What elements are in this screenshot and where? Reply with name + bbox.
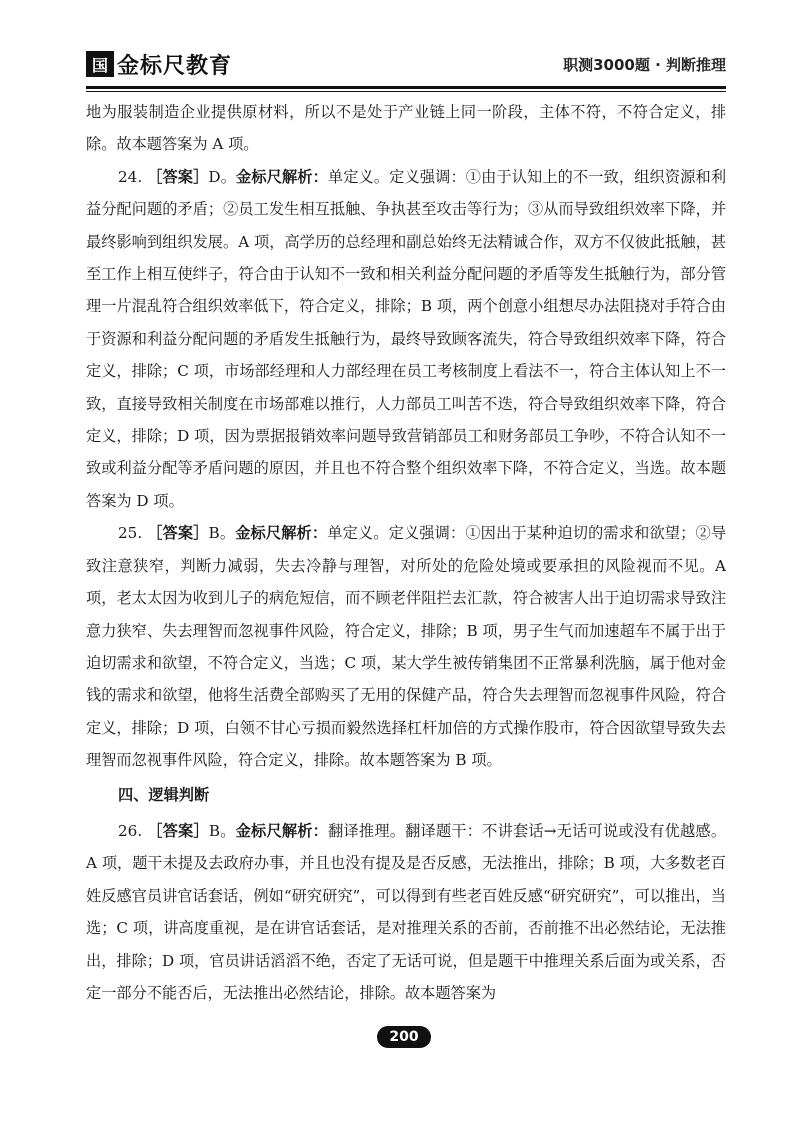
question-25-explanation <box>86 517 726 776</box>
brand-logo <box>86 48 232 80</box>
analysis-label: 金标尺解析： <box>235 524 328 543</box>
question-number: 25. <box>118 524 148 543</box>
analysis-label: 金标尺解析： <box>235 821 329 840</box>
analysis-text: 单定义。定义强调：①因出于某种迫切的需求和欲望；②导致注意狭窄，判断力减弱，失去冷静与理智，对所处的危险处境或要承担的风险视而不见。A 项，老太太因为收到儿子的病危短信，而不顾老伴阻拦去汇款，符合被害人出于迫切需求导致注意力狭窄、失去理智而忽视事件风险，符合定义，排除；B 项，男子生气而加速超车不属于出于迫切需求和欲望，不符合定义，当选；C 项，某大学生被传销集团不正常暴利洗脑，属于他对金钱的需求和欲望，他将生活费全部购买了无用的保健产品，符合失去理智而忽视事件风险，符合定义，排除；D 项，白领不甘心亏损而毅然选择杠杆加倍的方式操作股市，符合因欲望导致失去理智而忽视事件风险，符合定义，排除。故本题答案为 B 项。 <box>86 524 727 770</box>
answer-label: ［答案］ <box>147 821 209 840</box>
header-rule-thin <box>86 91 726 92</box>
page-content <box>86 96 726 1009</box>
answer-label: ［答案］ <box>147 524 209 543</box>
analysis-text: 单定义。定义强调：①由于认知上的不一致，组织资源和利益分配问题的矛盾；②员工发生相互抵触、争执甚至攻击等行为；③从而导致组织效率下降，并最终影响到组织发展。A 项，高学历的总经理和副总始终无法精诚合作，双方不仅彼此抵触，甚至工作上相互使绊子，符合由于认知不一致和相关利益分配问题的矛盾等发生抵触行为，部分管理一片混乱符合组织效率低下，符合定义，排除；B 项，两个创意小组想尽办法阻挠对手符合由于资源和利益分配问题的矛盾发生抵触行为，最终导致顾客流失，符合导致组织效率下降，符合定义，排除；C 项，市场部经理和人力部经理在员工考核制度上看法不一，符合主体认知上不一致，直接导致相关制度在市场部难以推行，人力部员工叫苦不迭，符合导致组织效率下降，符合定义，排除；D 项，因为票据报销效率问题导致营销部员工和财务部员工争吵，不符合认知不一致或利益分配等矛盾问题的原因，并且也不符合整个组织效率下降，不符合定义，当选。故本题答案为 D 项。 <box>86 167 727 510</box>
question-26-explanation <box>86 815 726 1009</box>
question-number: 26. <box>118 821 148 840</box>
logo-mark-icon: 国 <box>86 51 114 77</box>
answer-value: B。 <box>208 821 236 840</box>
question-24-explanation <box>86 161 726 517</box>
header-rule <box>86 86 726 89</box>
analysis-text: 翻译推理。翻译题干：不讲套话→无话可说或没有优越感。A 项，题干未提及去政府办事，并且也没有提及是否反感，无法推出，排除；B 项，大多数老百姓反感官员讲官话套话，例如“研究研究”，可以得到有些老百姓反感“研究研究”，可以推出，当选；C 项，讲高度重视，是在讲官话套话，是对推理关系的否前，否前推不出必然结论，无法推出，排除；D 项，官员讲话滔滔不绝，否定了无话可说，但是题干中推理关系后面为或关系，否定一部分不能否后，无法推出必然结论，排除。故本题答案为 <box>86 821 727 1002</box>
answer-value: D。 <box>208 167 237 186</box>
book-title: 职测3000题 · 判断推理 <box>563 56 726 74</box>
page-header <box>86 48 726 88</box>
answer-label: ［答案］ <box>147 167 209 186</box>
logo-text: 金标尺教育 <box>117 53 233 79</box>
section-title: 四、逻辑判断 <box>118 785 210 804</box>
question-number: 24. <box>118 167 148 186</box>
answer-value: B。 <box>208 524 236 543</box>
paragraph-continuation: 地为服装制造企业提供原材料，所以不是处于产业链上同一阶段，主体不符，不符合定义，排除。故本题答案为 A 项。 <box>86 103 726 154</box>
analysis-label: 金标尺解析： <box>236 167 328 186</box>
page-number: 200 <box>377 1026 431 1048</box>
